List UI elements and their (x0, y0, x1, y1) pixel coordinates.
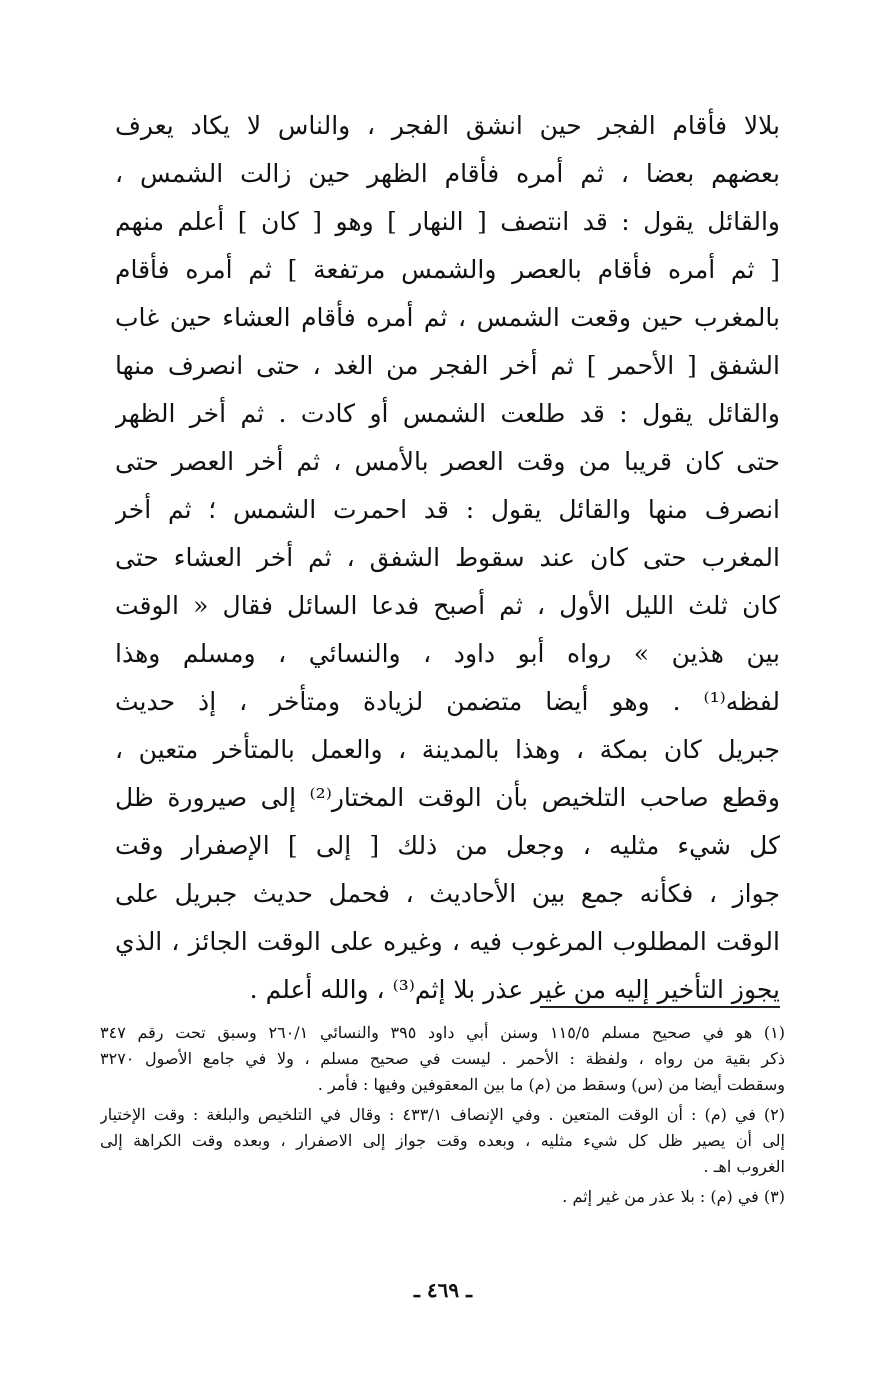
text-line: الشفق [ الأحمر ] ثم أخر الفجر من الغد ، حتى انصرف منها (115, 351, 780, 380)
footnote (100, 1184, 785, 1210)
footnote (100, 1102, 785, 1180)
footnote-line: ذكر بقية من رواه ، ولفظة : الأحمر . ليست في صحيح مسلم ، ولا في جامع الأصول ٣٢٧٠ (100, 1049, 785, 1068)
footnote-line: (٣) في (م) : بلا عذر من غير إثم . (562, 1187, 785, 1206)
footnote (100, 1020, 785, 1098)
text-line: انصرف منها والقائل يقول : قد احمرت الشمس ؛ ثم أخر (115, 495, 780, 524)
footnote-separator (540, 1006, 780, 1008)
footnote-line: (١) هو في صحيح مسلم ١١٥/٥ وسنن أبي داود ٣٩٥ والنسائي ٢٦٠/١ وسبق تحت رقم ٣٤٧ (100, 1023, 785, 1042)
page-number: ـ ٤٦٩ ـ (414, 1278, 472, 1302)
text-line: بعضهم بعضا ، ثم أمره فأقام الظهر حين زالت الشمس ، (115, 159, 780, 188)
text-line: بالمغرب حين وقعت الشمس ، ثم أمره فأقام العشاء حين غاب (115, 303, 780, 332)
footnote-line: (٢) في (م) : أن الوقت المتعين . وفي الإنصاف ٤٣٣/١ : وقال في التلخيص والبلغة : وقت الإختيار (100, 1105, 785, 1124)
text-line: والقائل يقول : قد طلعت الشمس أو كادت . ثم أخر الظهر (115, 399, 780, 428)
text-line: بلالا فأقام الفجر حين انشق الفجر ، والناس لا يكاد يعرف (115, 111, 780, 140)
footnotes-block (100, 1020, 785, 1210)
footnote-line: وسقطت أيضا من (س) وسقط من (م) ما بين المعقوفين وفيها : فأمر . (317, 1075, 785, 1094)
footnote-line: إلى أن يصير ظل كل شيء مثليه ، وبعده وقت جواز إلى الاصفرار ، وبعده وقت الكراهة إلى (100, 1131, 785, 1150)
text-line: لفظه⁽¹⁾ . وهو أيضا متضمن لزيادة ومتأخر ، إذ حديث (115, 687, 780, 716)
text-line: يجوز التأخير إليه من غير عذر بلا إثم⁽³⁾ ، والله أعلم . (249, 975, 780, 1004)
text-line: الوقت المطلوب المرغوب فيه ، وغيره على الوقت الجائز ، الذي (115, 927, 780, 956)
footnote-line: الغروب اهـ . (703, 1157, 785, 1176)
text-line: [ ثم أمره فأقام بالعصر والشمس مرتفعة ] ثم أمره فأقام (115, 255, 780, 284)
text-line: جواز ، فكأنه جمع بين الأحاديث ، فحمل حديث جبريل على (115, 879, 780, 908)
main-text-block (115, 102, 780, 1014)
text-line: بين هذين » رواه أبو داود ، والنسائي ، ومسلم وهذا (115, 639, 780, 668)
text-line: كان ثلث الليل الأول ، ثم أصبح فدعا السائل فقال « الوقت (115, 591, 780, 620)
text-line: وقطع صاحب التلخيص بأن الوقت المختار⁽²⁾ إلى صيرورة ظل (115, 783, 780, 812)
text-line: والقائل يقول : قد انتصف [ النهار ] وهو [ كان ] أعلم منهم (115, 207, 780, 236)
text-line: حتى كان قريبا من وقت العصر بالأمس ، ثم أخر العصر حتى (115, 447, 780, 476)
text-line: جبريل كان بمكة ، وهذا بالمدينة ، والعمل بالمتأخر متعين ، (115, 735, 780, 764)
text-line: المغرب حتى كان عند سقوط الشفق ، ثم أخر العشاء حتى (115, 543, 780, 572)
text-line: كل شيء مثليه ، وجعل من ذلك [ إلى ] الإصفرار وقت (115, 831, 780, 860)
